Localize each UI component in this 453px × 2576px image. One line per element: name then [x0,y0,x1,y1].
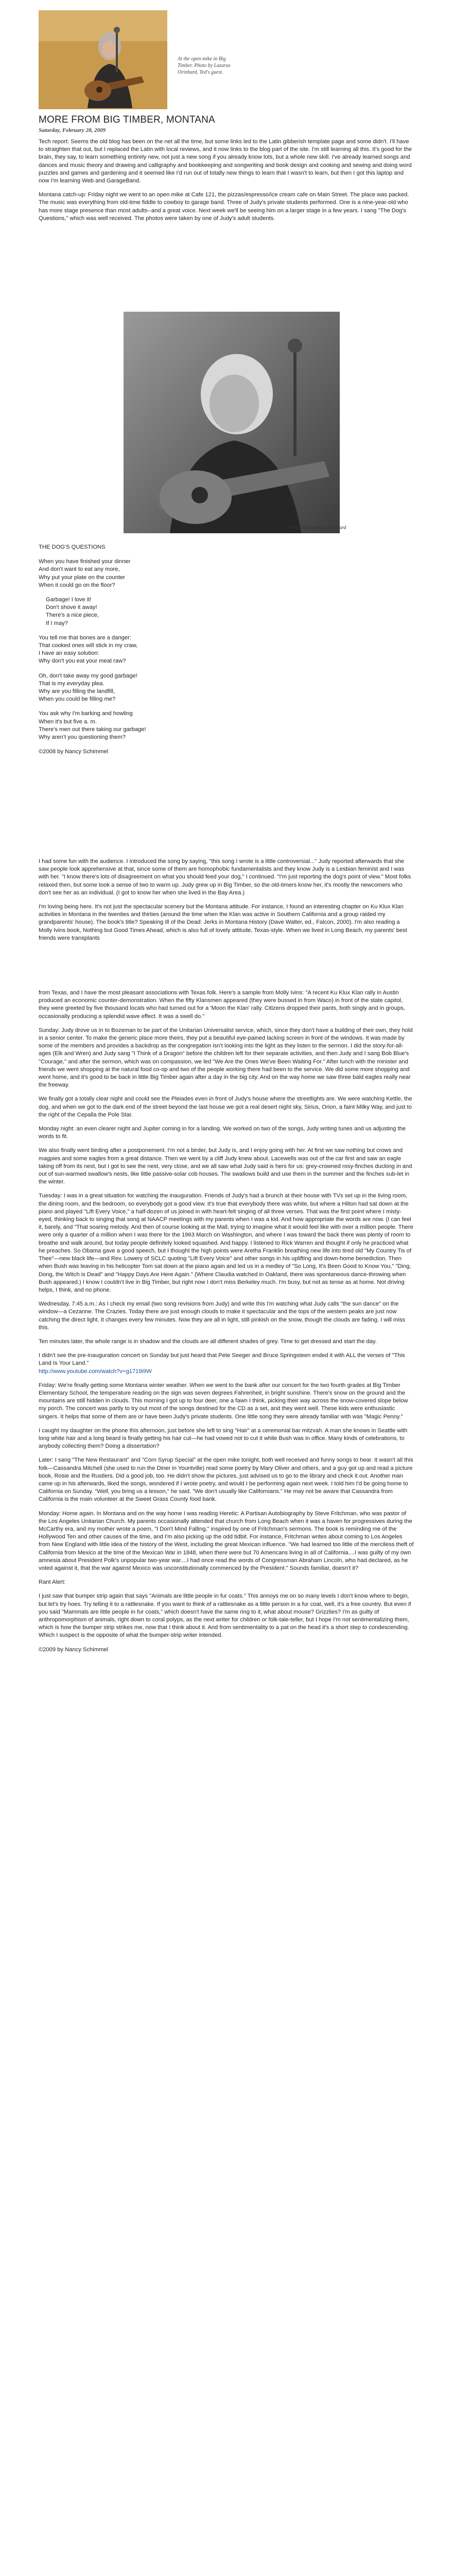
poem-copyright: ©2008 by Nancy Schimmel [39,749,109,755]
paragraph: I didn't see the pre-inauguration concert on Sunday but just heard that Pete Seeger and Bruce Springsteen ended it with ALL the verses of "This Land Is Your Land." [39,1352,405,1367]
poem-line: You ask why I'm barking and howling [39,710,133,717]
poem-line: When it could go on the floor? [39,582,115,588]
post-body [39,858,414,948]
paragraph: from Texas, and I have the most pleasant associations with Texas folk. Here's a sample from Molly Ivins: "A recent Ku Klux Klan rally in Austin produced an economic counter-demonstration. When the fifty Klansmen appeared (they were bussed in from Waco) in front of the state capitol, they were greeted by five thousand locals who had turned out for a 'Moon the Klan' rally. Citizens dropped their pants, both singly and in groups, occasionally producing a splendid wave effect. It was a swell do." [39,990,405,1020]
paragraph: I just saw that bumper strip again that says "Animals are little people in fur coats." This annoys me on so many levels I don't know where to begin, but let's try hoes. Try telling it to a rattlesnake. If you want to think of a rattlesnake as a little person in a fur coat, well, it's a free country. But even if you said "Mammals are little people in fur coats," which doesn't have the same ring to it, what about mouse? Grizzlies? I'm as guilty of anthropomorphism of animals, right down to coral polyps, as the next writer for children or folk-tale-teller, but I hope I'm not sentimentalizing them, which is how the bumper strip strikes me, now that I think about it. And from sentimentality to a pat on the head it's a short step to condescending. Which I suspect is the opposite of what the bumper-strip writer intended. [39,1593,411,1639]
singer-photo [124,312,340,533]
poem [39,544,414,762]
poem-line: When you have finished your dinner [39,558,131,565]
photo-caption-line: At the open mike in Big [178,56,226,62]
post-date: Saturday, February 28, 2009 [39,127,106,133]
paragraph: Sunday: Judy drove us in to Bozeman to be part of the Unitarian Universalist service, which, since they don't have a building of their own, they hold in a senior center. To make the generic place more theirs, they put a beautiful eye-pained lacking screen in front of the windows. It was made by some of the members and provides a backdrop as the congregation isn't looking into the light as they listen to the sermon. I did the story-for-all-ages (Elk and Wren) and Judy sang "I Think of a Dragon" before the children left for their separate activities, and then Judy and I sang Bob Blue's "Courage," and after the sermon, which was on compassion, we led "We Are the Ones We've Been Waiting For." After lunch with the minister and friends we went shopping at the natural food co-op and two of the people working there had been to the service. We did some more shopping and went home, and it's good to be back in little Big Timber again after a day in the big city. And on the way home we saw three bald eagles really near the freeway. [39,1027,413,1089]
poem-stanza [39,634,414,666]
copyright: ©2009 by Nancy Schimmel [39,1646,109,1653]
poem-line: Why put your plate on the counter [39,574,125,581]
poem-line: That is my everyday plea. [39,680,104,687]
paragraph: I had some fun with the audience. I introduced the song by saying, "this song I wrote is a little controversial..." Judy reported afterwards that she saw people look apprehensive at that, since some of them are homophobic fundamentalists and they know Judy is a Lesbian feminist and I was with her. "I know there's lots of disagreement on what you should feed your dog," I continued. "I'm just reporting the dog's point of view." Most folks relaxed then, but some took a sense of two to warm up. Judy grew up in Big Timber, so the old-timers know her, it's mostly the newcomers who don't see her as an individual. (I got to know her when she lived in the Bay Area.) [39,858,411,896]
paragraph: Wednesday, 7:45 a.m.: As I check my email (two song revisions from Judy) and write this I'm watching what Judy calls "the sun dance" on the window—a Cezanne. The Crazies. Today there are just enough clouds to make it spectacular and the tops of the western peaks are just now catching the direct light. It changes every few minutes. Now they are all in light, still pinkish on the snow, though the clouds are fading. I will miss this. [39,1301,406,1331]
poem-line: When you could be filling me? [39,696,116,703]
performer-illustration [39,10,167,109]
paragraph: Monday: Home again. In Montana and on the way home I was reading Heretic: A Partisan Autobiography by Steve Fritchman, who was pastor of the Los Angeles Unitarian Church. My parents occasionally attended that church from Long Beach when it was a haven for progressives during the McCarthy era, and my mother wrote a poem, "I Don't Mind Falling," inspired by one of Fritchman's sermons. The book is reminding me of the Hollywood Ten and other causes of the time, and I'm also picking up the odd tidbit. For instance, Fritchman writes about coming to Los Angeles from New England with little idea of the history of the West, including the great Mexican influence. "We had learned too little of the merciless theft of California from Mexico at the time of the Mexican War in 1848, when there were but 70 Americans living in all of California....I was guilty of my own amnesia about President Polk's unpopular two-year war....I had once read the words of Congressman Abraham Lincoln, who had declared, as he voted against it, that the war against Mexico was unconstitutionally commenced by the President." Sounds familiar, doesn't it? [39,1510,414,1571]
paragraph: Tech report: Seems the old blog has been on the net all the time, but some links led to the Latin gibberish template page and some didn't. I'll have to straighten that out, but I replaced the Latin with local reviews, and it now links to the blog part of the site. I'm still learning all this. It's good for the brain, they say, to learn something entirely new, not just a new song if you already know lots, but a whole new skill. I've already learned songs and dances and music theory and drawing and calligraphy and bookkeeping and songwriting and book design and cooking and sewing and doing word puzzles and games and gardening and it seemed like I'd run out of totally new things to learn that I wasn't to learn, but then I got this laptop and now I'm learning Web and GarageBand. [39,139,412,184]
paragraph: Montana catch-up: Friday night we went to an open mike at Cafe 121, the pizzas/espresso/ice cream cafe on Main Street. The place was packed. The music was everything from old-time fiddle to cowboy to garage band. Three of Judy's private students performed. One is a nine-year-old who has more stage presence than most adults--and a great voice. Next week we'll be seeing him on a larger stage in a few years. I sang "The Dog's Questions," which was well received. The photos were taken by one of Judy's adult students. [39,192,409,222]
poem-stanza [39,672,414,704]
poem-line: If I may? [46,620,68,626]
paragraph: I caught my daughter on the phone this afternoon, just before she left to sing "Hair" at a ceremonial bar mitzvah. A man she knows in Seattle with long white hair and a long beard is finally getting his hair cut—he had vowed not to cut it while Bush was in office. Many kinds of celebrations, to anybody collecting them? Doing a dissertation? [39,1427,408,1450]
youtube-link[interactable]: http://www.youtube.com/watch?v=g1719i9W [39,1368,152,1375]
paragraph: Tuesday: I was in a great situation for watching the inauguration. Friends of Judy's had a brunch at their house with TVs set up in the living room, the dining room, and the bedroom, so everybody got a good view. It's true that everybody there was white, but where a Hilton had sat down at the piano and played "Lift Every Voice," a half-dozen of us joined in with heart-felt singing of all three verses. That was the first point where I misty-eyed, thinking back to singing that song at NAACP meetings with my parents when I was a kid. And how appropriate the words are now. (I can feel it, barely, and "That soaring melody. And then of course looking at the Mall, trying to imagine what it would feel like with over a million people. There were only a quarter of a million when I was there for the 1963 March on Washington, and where I was toward the back there was plenty of room to breathe and walk around, but today people definitely looked squashed. And happy. I listened to Rick Warren and thought if only he practiced what he preaches. So Obama gave a good speech, but I thought the high points were Aretha Franklin breathing new life into tired old "My Country Tis of Thee"—new black life—and Rev. Lowery of SCLC quoting "Lift Every Voice" and other songs in his uplifting and down-home benediction. Then when Bush was leaving in his helicopter Tom sat down at the piano again and led us in a medley of "So Long, It's Been Good to Know You," "Ding, Dong, the Witch is Dead" and "Happy Days Are Here Again." (Where Claudia watched in Oakland, there was spontaneous dance-throwing when Bush appeared.) I know I couldn't live in Big Timber, but right now I don't miss Berkeley much. I'm busy, but not as tense as at home. Not driving helps, I think, and no phone. [39,1193,413,1293]
poem-line: Don't shove it away! [46,604,97,611]
post-body [39,138,414,229]
paragraph: Friday: We're finally getting some Montana winter weather. When we went to the bank after our concert for the two fourth grades at Big Timber Elementary School, the temperature reading on the sign was seven degrees Fahrenheit, in bright sunshine. There's snow on the ground and the mountains are still hidden in clouds. This morning I got up to four deer, one a fawn I think, picking their way across the snow-covered slope below my porch. The concert was partly to try out most of the songs destined for the CD as a set, and they went well. These kids were enthusiastic singers. It helps that some of them are or have been Judy's private students. One little song they were already familiar with was "Magic Penny." [39,1382,408,1420]
paragraph: We finally got a totally clear night and could see the Pleiades even in front of Judy's house where the streetlights are. We were watching Kettle, the dog, and when we got to the dark end of the street beyond the last house we got a real desert night sky, Sirius, Orion, a faint Milky Way, and just to the right of the Cepalla the Pole Star. [39,1096,412,1118]
poem-line: Garbage! I love it! [46,597,92,603]
paragraph: Later: I sang "The New Restaurant" and "Corn Syrup Special" at the open mike tonight, both well received and funny songs to hear. It wasn't all this folk—Cassandra Mitchell (she used to run the Diner in Yountville) read some poetry by Mary Oliver and others, and a guy got up and read a picture book, Rosie and the Rustlers. Did a good job, too. He didn't show the pictures, just advised us to go to the library and check it out. Another man came up in his afterwards, liked the songs, wondered if I wrote poetry, and would I be performing again next week. I told him I'd be going home to California on Sunday. "Well, you bring us a lesson," he said. "We don't usually like Californians." He may not be aware that Cassandra from California is the main volunteer at the Sweet Grass County food bank. [39,1457,413,1503]
poem-line: There's men out there taking our garbage! [39,726,146,733]
poem-stanza [39,710,414,741]
poem-title: THE DOG'S QUESTIONS [39,544,106,550]
poem-stanza [39,558,414,589]
poem-chorus [39,596,414,628]
photo-caption-line: Orinhard, Ted's guest. [178,70,223,75]
poem-line: Why are you filling the landfill, [39,688,115,695]
paragraph: We also finally went birding after a postponement. I'm not a birder, but Judy is, and I enjoy going with her. At first we saw nothing but crows and magpies and some eagles from a great distance. Then we went by a cliff Judy knew about. Lacewells was out of the car first and saw an eagle taking off from its nest, but I got to see the nest, very close, and we all saw what Judy said is hers for us: grey-crowned rosy-finches ducking in and out of sun-warmed swallow's nests, like little passive-solar cob houses. The swallows build and use them in the summer and the finches sub-let in the winter. [39,1147,412,1185]
poem-line: There's a nice piece, [46,612,99,619]
paragraph: Monday night: an even clearer night and Jupiter coming in for a landing. We worked on two of the songs, Judy writing tunes and us adjusting the words to fit. [39,1126,406,1140]
post-body [39,989,414,1660]
post-title: MORE FROM BIG TIMBER, MONTANA [39,114,215,125]
paragraph: I'm loving being here. It's not just the spectacular scenery but the Montana attitude. For instance, I found an interesting chapter on Ku Klux Klan activities in Montana in the twenties and thirties (around the time when the Klan was active in Southern California and a group raided my grandparents' house). The book's title? Speaking Ill of the Dead: Jerks in Montana History (Dave Walter, ed., Falcon, 2000). I'm also reading a Molly Ivins book, Nothing but Good Times Ahead, which is also full of lovely attitude, Texas-style. When we lived in Long Beach, my parents' best friends were transplants [39,904,407,941]
singer-illustration [124,312,340,533]
rant-heading: Rant Alert: [39,1579,66,1586]
open-mike-photo [39,10,167,109]
poem-line: Why don't you eat your meat raw? [39,658,126,665]
photo-credit: Photo by Lazarus Orinhard [289,525,346,531]
poem-line: That cooked ones will stick in my craw, [39,642,138,649]
photo-caption [178,56,281,76]
poem-line: When it's but five a. m. [39,718,97,725]
photo-caption-line: Timber. Photo by Lazarus [178,63,231,69]
paragraph: Ten minutes later, the whole range is in shadow and the clouds are all different shades of grey. Time to get dressed and start the day. [39,1338,377,1345]
poem-line: I have an easy solution: [39,650,99,657]
poem-line: You tell me that bones are a danger: [39,634,131,641]
poem-line: Oh, don't take away my good garbage! [39,672,137,679]
poem-line: Why aren't you questioning them? [39,734,126,741]
poem-line: And don't want to eat any more, [39,566,120,573]
